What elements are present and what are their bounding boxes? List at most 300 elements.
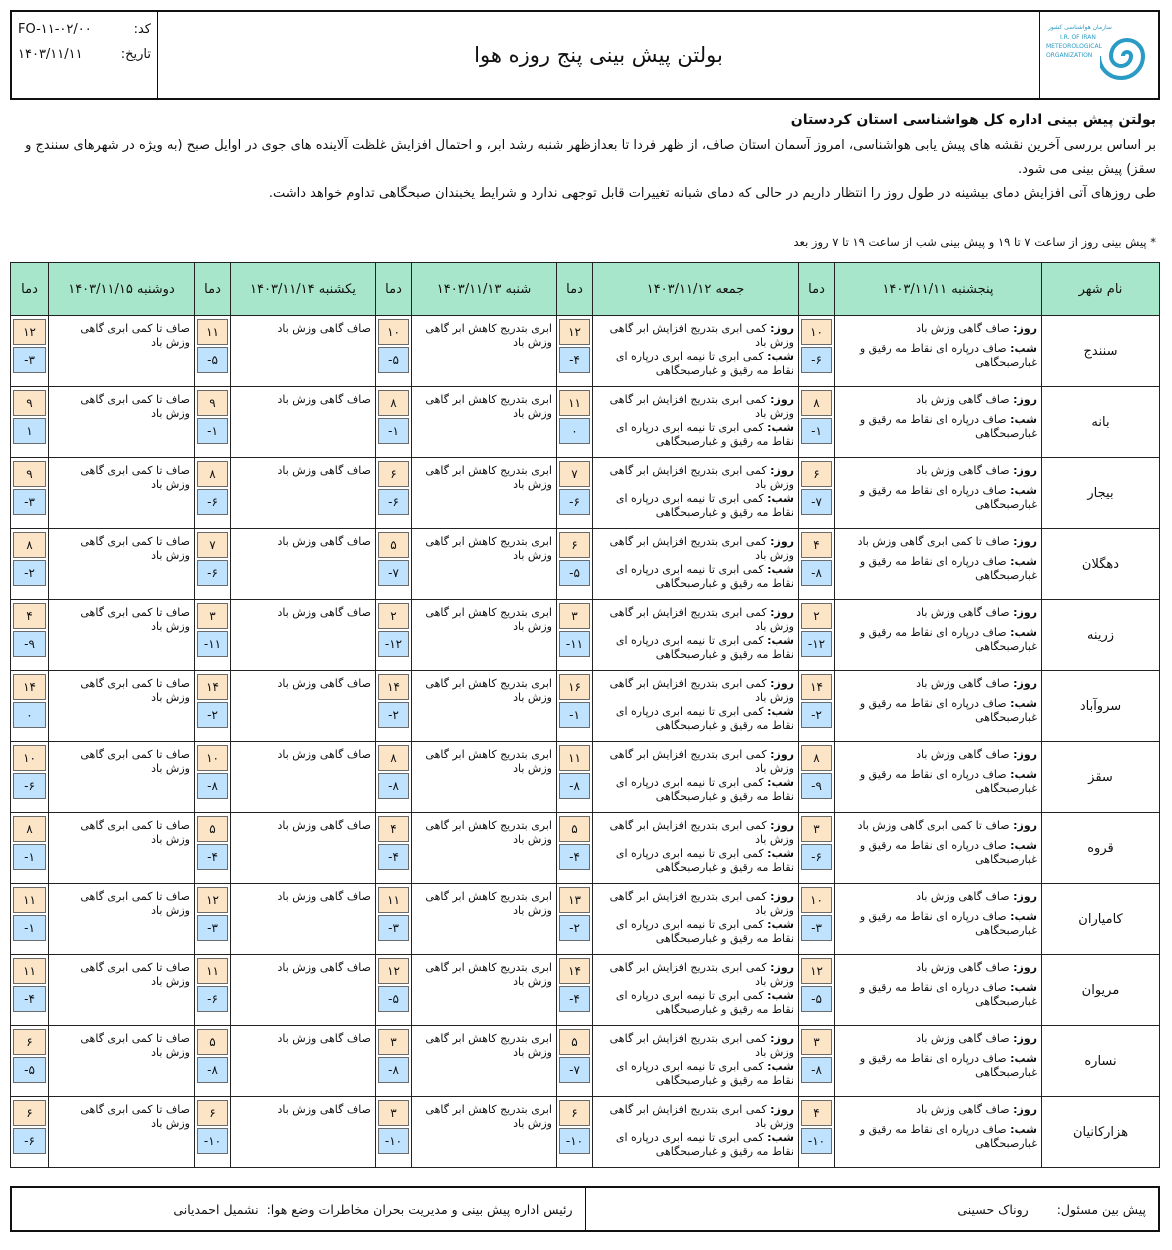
night-forecast [597, 1131, 794, 1159]
min-temp-value: -۶ [811, 353, 822, 367]
max-temp-value: ۱۰ [810, 325, 823, 339]
max-temp-value: ۱۰ [23, 751, 36, 765]
forecast-thu [835, 458, 1042, 529]
max-temp-value: ۹ [26, 396, 33, 410]
night-forecast [839, 1052, 1037, 1080]
day-forecast [839, 464, 1037, 478]
min-temp-value: -۵ [207, 353, 218, 367]
temp-cell [376, 813, 412, 884]
min-temp [559, 844, 590, 870]
max-temp-value: ۳ [813, 1035, 820, 1049]
forecast-text [235, 606, 371, 620]
night-forecast-text: صاف درپاره ای نقاط مه رقیق و غبارصبحگاهی [859, 626, 1037, 653]
max-temp [559, 674, 590, 700]
forecast-text [235, 1032, 371, 1046]
forecaster-label: پیش بین مسئول: [1056, 1201, 1146, 1217]
forecast-thu [835, 1097, 1042, 1168]
night-forecast-label: شب: [1010, 413, 1037, 426]
max-temp [378, 319, 409, 345]
night-forecast [839, 1123, 1037, 1151]
min-temp-value: -۷ [388, 566, 399, 580]
temp-cell [799, 955, 835, 1026]
day-forecast-text: کمی ابری بتدریج افزایش ابر گاهی وزش باد [609, 819, 794, 846]
forecast-fri [593, 884, 799, 955]
forecast-fri [593, 1097, 799, 1168]
max-temp [559, 603, 590, 629]
max-temp-value: ۱۲ [387, 964, 400, 978]
forecast-text-text: صاف گاهی وزش باد [277, 748, 371, 761]
day-header-fri: جمعه ۱۴۰۳/۱۱/۱۲ [593, 263, 799, 316]
logo-area [1039, 12, 1158, 98]
forecast-text-text: صاف گاهی وزش باد [277, 606, 371, 619]
forecast-text [416, 322, 552, 350]
day-forecast-label: روز: [1013, 535, 1037, 548]
forecast-text [416, 393, 552, 421]
max-temp [801, 674, 832, 700]
max-temp [378, 461, 409, 487]
min-temp-value: -۱ [569, 708, 580, 722]
night-forecast-text: کمی ابری تا نیمه ابری درپاره ای نقاط مه رقیق و غبارصبحگاهی [615, 847, 794, 874]
logo-text-fa: سازمان هواشناسی کشور [1048, 24, 1112, 31]
forecaster-cell [586, 1188, 1159, 1230]
night-forecast-text: کمی ابری تا نیمه ابری درپاره ای نقاط مه رقیق و غبارصبحگاهی [615, 492, 794, 519]
day-forecast-text: صاف گاهی وزش باد [916, 1103, 1010, 1116]
day-forecast [597, 890, 794, 918]
day-forecast-text: کمی ابری بتدریج افزایش ابر گاهی وزش باد [609, 961, 794, 988]
min-temp-value: -۴ [24, 992, 35, 1006]
forecast-text-text: صاف تا کمی ابری گاهی وزش باد [80, 961, 190, 988]
forecast-sat [412, 387, 557, 458]
min-temp-value: -۹ [24, 637, 35, 651]
day-forecast [839, 1032, 1037, 1046]
max-temp-value: ۱۴ [568, 964, 581, 978]
forecast-thu [835, 316, 1042, 387]
forecast-mon [49, 671, 195, 742]
day-forecast-text: کمی ابری بتدریج افزایش ابر گاهی وزش باد [609, 890, 794, 917]
night-forecast-text: صاف درپاره ای نقاط مه رقیق و غبارصبحگاهی [859, 1052, 1037, 1079]
forecast-sun [231, 742, 376, 813]
temp-cell [376, 316, 412, 387]
min-temp-value: -۵ [388, 353, 399, 367]
max-temp-value: ۸ [26, 822, 33, 836]
table-row [11, 813, 1160, 884]
day-forecast [839, 819, 1037, 833]
min-temp-value: -۶ [24, 779, 35, 793]
day-forecast [597, 606, 794, 634]
min-temp-value: -۳ [388, 921, 399, 935]
forecast-fri [593, 1026, 799, 1097]
night-forecast-text: صاف درپاره ای نقاط مه رقیق و غبارصبحگاهی [859, 697, 1037, 724]
city-name: زرینه [1042, 600, 1160, 671]
forecast-mon [49, 813, 195, 884]
temp-cell [799, 529, 835, 600]
max-temp [801, 887, 832, 913]
max-temp-value: ۱۲ [23, 325, 36, 339]
night-forecast-text: کمی ابری تا نیمه ابری درپاره ای نقاط مه رقیق و غبارصبحگاهی [615, 563, 794, 590]
max-temp [378, 390, 409, 416]
forecast-text-text: صاف گاهی وزش باد [277, 393, 371, 406]
max-temp-value: ۹ [209, 396, 216, 410]
min-temp-value: -۲ [207, 708, 218, 722]
day-forecast-text: کمی ابری بتدریج افزایش ابر گاهی وزش باد [609, 535, 794, 562]
temp-cell [799, 387, 835, 458]
max-temp-value: ۶ [571, 1106, 578, 1120]
temp-header: دما [11, 263, 49, 316]
night-forecast-label: شب: [767, 350, 794, 363]
night-forecast-text: کمی ابری تا نیمه ابری درپاره ای نقاط مه رقیق و غبارصبحگاهی [615, 1131, 794, 1158]
max-temp-value: ۵ [209, 1035, 216, 1049]
max-temp [13, 958, 46, 984]
night-forecast-label: شب: [767, 634, 794, 647]
temp-cell [11, 1026, 49, 1097]
forecast-text-text: صاف تا کمی ابری گاهی وزش باد [80, 819, 190, 846]
forecast-fri [593, 955, 799, 1026]
table-row [11, 671, 1160, 742]
min-temp-value: -۱۰ [565, 1134, 584, 1148]
min-temp [801, 773, 832, 799]
min-temp [197, 631, 228, 657]
day-forecast-label: روز: [1013, 1103, 1037, 1116]
night-forecast-text: کمی ابری تا نیمه ابری درپاره ای نقاط مه رقیق و غبارصبحگاهی [615, 1060, 794, 1087]
min-temp-value: -۹ [811, 779, 822, 793]
forecast-text-text: صاف گاهی وزش باد [277, 677, 371, 690]
night-forecast-text: کمی ابری تا نیمه ابری درپاره ای نقاط مه رقیق و غبارصبحگاهی [615, 634, 794, 661]
day-forecast-text: صاف گاهی وزش باد [916, 961, 1010, 974]
max-temp-value: ۲ [390, 609, 397, 623]
min-temp [13, 844, 46, 870]
night-forecast-label: شب: [767, 847, 794, 860]
temp-cell [11, 884, 49, 955]
max-temp [13, 674, 46, 700]
max-temp [13, 887, 46, 913]
min-temp-value: -۵ [388, 992, 399, 1006]
temp-cell [376, 1026, 412, 1097]
max-temp-value: ۱۴ [206, 680, 219, 694]
day-forecast-text: کمی ابری بتدریج افزایش ابر گاهی وزش باد [609, 464, 794, 491]
min-temp [559, 915, 590, 941]
forecast-text-text: صاف گاهی وزش باد [277, 535, 371, 548]
temp-header: دما [799, 263, 835, 316]
logo-text-en-2: METEOROLOGICAL [1046, 43, 1102, 50]
forecast-sun [231, 884, 376, 955]
table-row [11, 458, 1160, 529]
max-temp-value: ۱۱ [568, 751, 581, 765]
temp-cell [376, 529, 412, 600]
day-forecast [839, 961, 1037, 975]
forecast-sun [231, 458, 376, 529]
night-forecast-label: شب: [1010, 1052, 1037, 1065]
max-temp [378, 958, 409, 984]
forecast-thu [835, 884, 1042, 955]
max-temp [559, 390, 590, 416]
day-forecast-text: صاف تا کمی ابری گاهی وزش باد [857, 535, 1010, 548]
night-forecast-text: کمی ابری تا نیمه ابری درپاره ای نقاط مه رقیق و غبارصبحگاهی [615, 989, 794, 1016]
forecast-text [416, 535, 552, 563]
night-forecast-label: شب: [767, 492, 794, 505]
temp-cell [195, 1097, 231, 1168]
forecast-mon [49, 1097, 195, 1168]
forecast-text-text: ابری بتدریج کاهش ابر گاهی وزش باد [425, 677, 552, 704]
max-temp [801, 745, 832, 771]
day-forecast-label: روز: [770, 961, 794, 974]
night-forecast-text: صاف درپاره ای نقاط مه رقیق و غبارصبحگاهی [859, 555, 1037, 582]
day-header-sat: شنبه ۱۴۰۳/۱۱/۱۳ [412, 263, 557, 316]
day-forecast-text: صاف گاهی وزش باد [916, 464, 1010, 477]
temp-cell [799, 1097, 835, 1168]
night-forecast [597, 421, 794, 449]
max-temp-value: ۳ [813, 822, 820, 836]
max-temp [801, 1100, 832, 1126]
min-temp [197, 560, 228, 586]
min-temp-value: -۱ [24, 850, 35, 864]
table-row [11, 529, 1160, 600]
logo-text-en-1: I.R. OF IRAN [1060, 34, 1096, 41]
min-temp [378, 347, 409, 373]
temp-cell [557, 1026, 593, 1097]
day-forecast [839, 677, 1037, 691]
meteorological-logo-icon [1100, 26, 1154, 86]
night-forecast [839, 342, 1037, 370]
forecast-fri [593, 316, 799, 387]
max-temp [197, 958, 228, 984]
forecast-thu [835, 387, 1042, 458]
temp-cell [376, 884, 412, 955]
min-temp [13, 915, 46, 941]
day-forecast [597, 819, 794, 847]
min-temp [13, 631, 46, 657]
max-temp [801, 532, 832, 558]
min-temp [13, 1057, 46, 1083]
temp-cell [557, 387, 593, 458]
intro-heading: بولتن پیش بینی اداره کل هواشناسی استان کردستان [790, 112, 1156, 128]
min-temp-value: -۱۰ [384, 1134, 403, 1148]
night-forecast [597, 847, 794, 875]
max-temp-value: ۱۰ [810, 893, 823, 907]
date-label: تاریخ: [120, 47, 151, 62]
min-temp [801, 1057, 832, 1083]
max-temp-value: ۶ [571, 538, 578, 552]
temp-cell [557, 1097, 593, 1168]
max-temp-value: ۸ [390, 751, 397, 765]
min-temp [197, 418, 228, 444]
temp-cell [11, 1097, 49, 1168]
max-temp [801, 958, 832, 984]
night-forecast [839, 413, 1037, 441]
temp-cell [11, 316, 49, 387]
min-temp-value: -۴ [388, 850, 399, 864]
forecast-sun [231, 387, 376, 458]
min-temp [378, 702, 409, 728]
forecast-text-text: صاف گاهی وزش باد [277, 961, 371, 974]
forecast-sat [412, 742, 557, 813]
forecast-text [416, 464, 552, 492]
forecast-text-text: صاف گاهی وزش باد [277, 322, 371, 335]
min-temp [197, 1057, 228, 1083]
logo-text-en-3: ORGANIZATION [1046, 52, 1093, 59]
forecast-mon [49, 884, 195, 955]
forecast-text-text: ابری بتدریج کاهش ابر گاهی وزش باد [425, 393, 552, 420]
temp-cell [557, 600, 593, 671]
max-temp [197, 390, 228, 416]
day-header-mon: دوشنبه ۱۴۰۳/۱۱/۱۵ [49, 263, 195, 316]
forecast-thu [835, 742, 1042, 813]
min-temp-value: -۴ [569, 850, 580, 864]
min-temp-value: -۳ [24, 353, 35, 367]
min-temp-value: -۶ [207, 566, 218, 580]
forecast-mon [49, 1026, 195, 1097]
day-forecast-label: روز: [1013, 748, 1037, 761]
day-forecast-text: کمی ابری بتدریج افزایش ابر گاهی وزش باد [609, 606, 794, 633]
night-forecast [839, 626, 1037, 654]
min-temp-value: -۱۱ [565, 637, 584, 651]
max-temp [13, 603, 46, 629]
min-temp [197, 773, 228, 799]
city-name: مریوان [1042, 955, 1160, 1026]
head-name: نشمیل احمدیانی [173, 1201, 259, 1217]
max-temp [197, 319, 228, 345]
night-forecast-text: کمی ابری تا نیمه ابری درپاره ای نقاط مه رقیق و غبارصبحگاهی [615, 421, 794, 448]
min-temp [378, 631, 409, 657]
forecast-text-text: صاف تا کمی ابری گاهی وزش باد [80, 1032, 190, 1059]
max-temp-value: ۱۱ [23, 964, 36, 978]
min-temp [801, 418, 832, 444]
min-temp-value: -۸ [388, 1063, 399, 1077]
night-forecast-text: کمی ابری تا نیمه ابری درپاره ای نقاط مه رقیق و غبارصبحگاهی [615, 350, 794, 377]
min-temp [801, 347, 832, 373]
min-temp [559, 560, 590, 586]
day-forecast-text: کمی ابری بتدریج افزایش ابر گاهی وزش باد [609, 1103, 794, 1130]
min-temp [559, 1057, 590, 1083]
max-temp-value: ۴ [26, 609, 33, 623]
min-temp-value: -۸ [811, 566, 822, 580]
day-forecast-label: روز: [770, 677, 794, 690]
min-temp-value: -۸ [569, 779, 580, 793]
day-forecast-text: صاف گاهی وزش باد [916, 1032, 1010, 1045]
forecast-text [53, 322, 190, 350]
temp-cell [376, 742, 412, 813]
night-forecast-text: کمی ابری تا نیمه ابری درپاره ای نقاط مه رقیق و غبارصبحگاهی [615, 705, 794, 732]
max-temp [559, 887, 590, 913]
max-temp-value: ۱۱ [387, 893, 400, 907]
max-temp-value: ۵ [571, 822, 578, 836]
date-row [18, 47, 151, 62]
min-temp [197, 702, 228, 728]
max-temp-value: ۷ [209, 538, 216, 552]
city-name: کامیاران [1042, 884, 1160, 955]
max-temp [197, 745, 228, 771]
day-forecast-text: صاف گاهی وزش باد [916, 606, 1010, 619]
night-forecast-text: صاف درپاره ای نقاط مه رقیق و غبارصبحگاهی [859, 981, 1037, 1008]
city-name: سنندج [1042, 316, 1160, 387]
night-forecast-text: صاف درپاره ای نقاط مه رقیق و غبارصبحگاهی [859, 342, 1037, 369]
forecast-text-text: صاف تا کمی ابری گاهی وزش باد [80, 606, 190, 633]
forecast-thu [835, 1026, 1042, 1097]
forecast-text [53, 393, 190, 421]
forecast-thu [835, 529, 1042, 600]
min-temp-value: -۸ [811, 1063, 822, 1077]
max-temp [801, 319, 832, 345]
max-temp [13, 461, 46, 487]
max-temp-value: ۳ [390, 1106, 397, 1120]
temp-cell [557, 529, 593, 600]
max-temp [378, 532, 409, 558]
forecast-text-text: ابری بتدریج کاهش ابر گاهی وزش باد [425, 606, 552, 633]
max-temp-value: ۱۰ [387, 325, 400, 339]
forecast-sun [231, 671, 376, 742]
day-forecast-text: کمی ابری بتدریج افزایش ابر گاهی وزش باد [609, 677, 794, 704]
max-temp-value: ۴ [813, 538, 820, 552]
min-temp [559, 347, 590, 373]
forecast-text-text: ابری بتدریج کاهش ابر گاهی وزش باد [425, 1032, 552, 1059]
min-temp-value: -۲ [388, 708, 399, 722]
day-forecast-text: صاف گاهی وزش باد [916, 677, 1010, 690]
document-meta [12, 12, 158, 98]
min-temp [378, 489, 409, 515]
forecast-text-text: ابری بتدریج کاهش ابر گاهی وزش باد [425, 535, 552, 562]
max-temp-value: ۸ [390, 396, 397, 410]
min-temp-value: -۶ [811, 850, 822, 864]
max-temp-value: ۳ [390, 1035, 397, 1049]
forecast-fri [593, 813, 799, 884]
min-temp-value: -۱۲ [807, 637, 826, 651]
temp-cell [799, 1026, 835, 1097]
day-forecast-label: روز: [1013, 677, 1037, 690]
min-temp [801, 844, 832, 870]
forecast-sat [412, 671, 557, 742]
day-forecast-label: روز: [770, 464, 794, 477]
city-name: سروآباد [1042, 671, 1160, 742]
max-temp [559, 319, 590, 345]
temp-cell [557, 458, 593, 529]
min-temp-value: -۵ [811, 992, 822, 1006]
forecast-fri [593, 742, 799, 813]
night-forecast-label: شب: [767, 563, 794, 576]
max-temp-value: ۶ [390, 467, 397, 481]
head-label: رئیس اداره پیش بینی و مدیریت بحران مخاطرات وضع هوا: [266, 1201, 573, 1217]
max-temp-value: ۴ [390, 822, 397, 836]
max-temp [559, 745, 590, 771]
day-forecast [597, 393, 794, 421]
day-forecast-text: کمی ابری بتدریج افزایش ابر گاهی وزش باد [609, 322, 794, 349]
max-temp-value: ۱۰ [206, 751, 219, 765]
temp-cell [195, 529, 231, 600]
min-temp [13, 1128, 46, 1154]
table-header-row [11, 263, 1160, 316]
min-temp [559, 1128, 590, 1154]
min-temp [559, 418, 590, 444]
table-row [11, 955, 1160, 1026]
day-forecast-label: روز: [1013, 322, 1037, 335]
day-forecast [839, 890, 1037, 904]
city-name: دهگلان [1042, 529, 1160, 600]
min-temp-value: -۳ [207, 921, 218, 935]
forecast-sat [412, 529, 557, 600]
min-temp [559, 986, 590, 1012]
forecast-text [416, 890, 552, 918]
min-temp [13, 489, 46, 515]
min-temp-value: -۷ [569, 1063, 580, 1077]
day-forecast-text: کمی ابری بتدریج افزایش ابر گاهی وزش باد [609, 1032, 794, 1059]
min-temp-value: -۶ [569, 495, 580, 509]
forecast-text [235, 322, 371, 336]
max-temp-value: ۷ [571, 467, 578, 481]
max-temp [378, 1029, 409, 1055]
min-temp-value: ۰ [571, 424, 578, 438]
max-temp [378, 603, 409, 629]
day-forecast [839, 535, 1037, 549]
max-temp-value: ۱۲ [206, 893, 219, 907]
temp-cell [799, 600, 835, 671]
